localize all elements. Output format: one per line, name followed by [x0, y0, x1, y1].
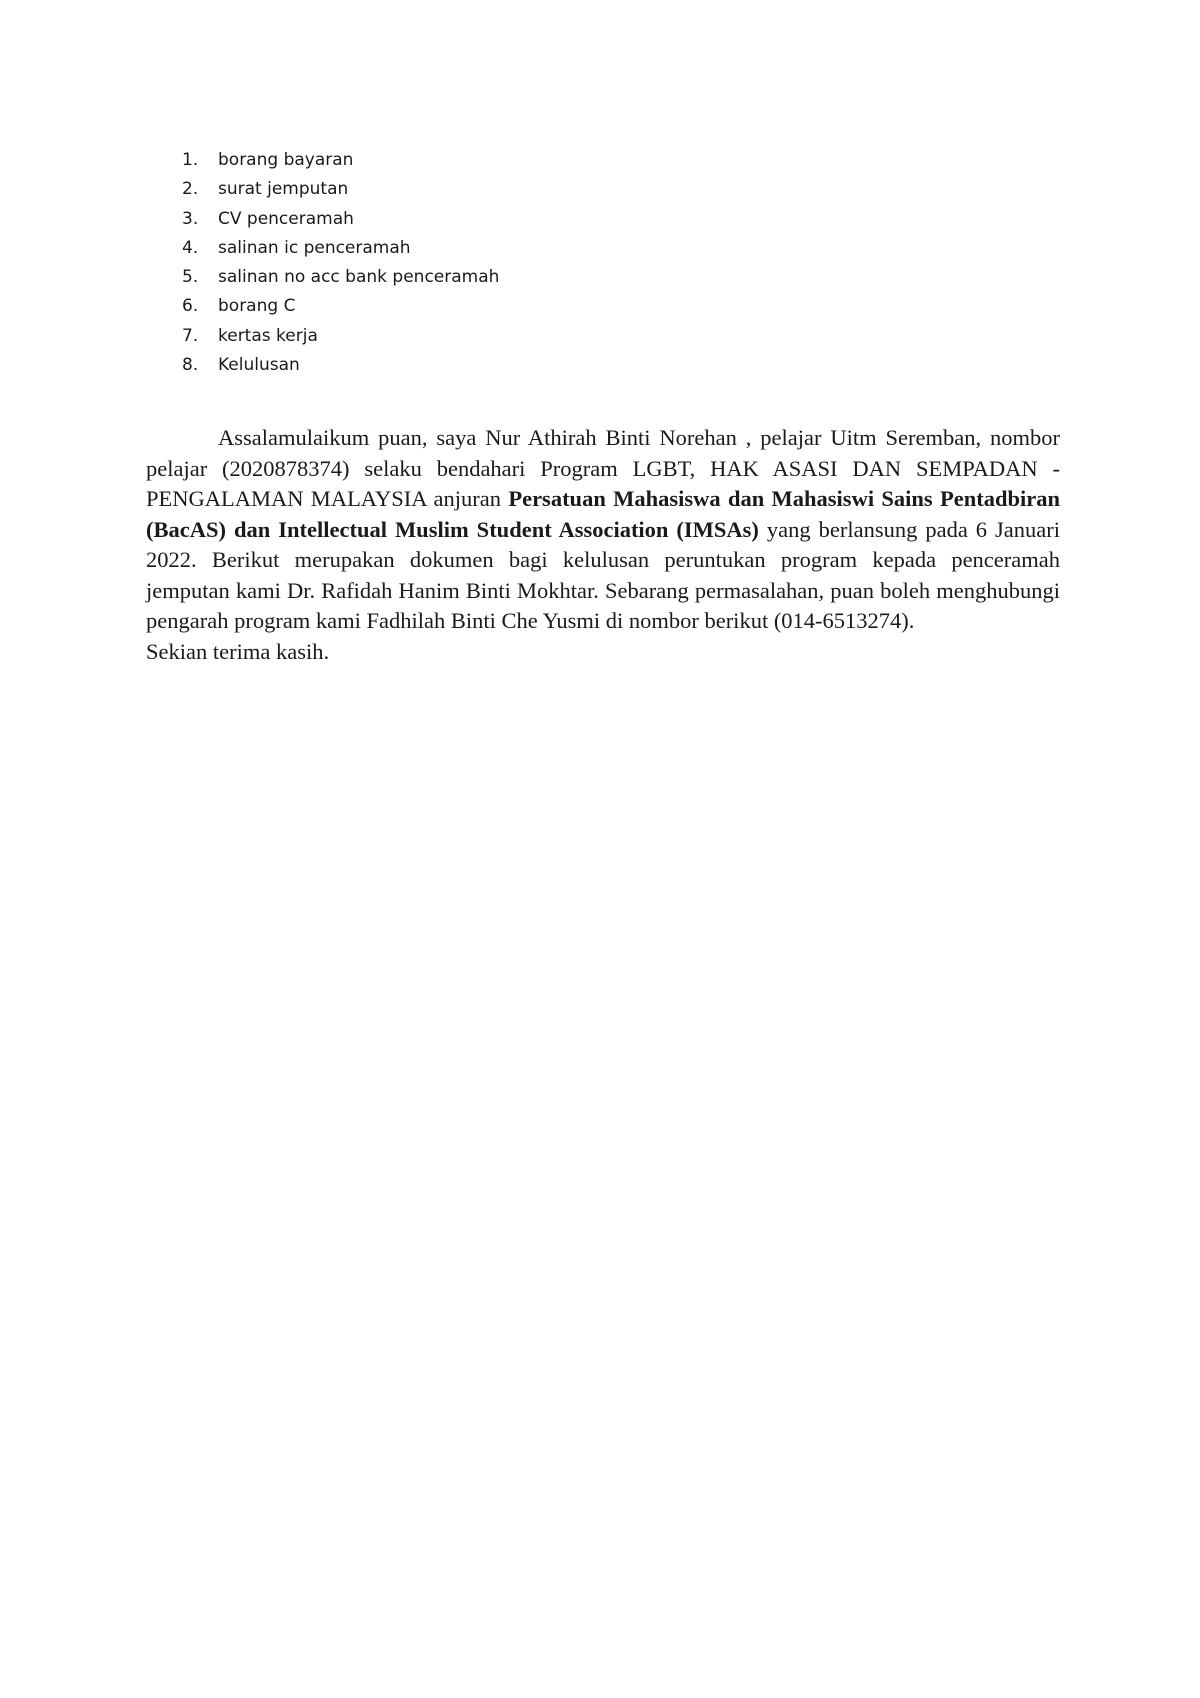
list-item-number: 1.: [182, 150, 199, 170]
list-item-label: salinan no acc bank penceramah: [218, 267, 500, 288]
list-item: [182, 263, 499, 292]
list-item-label: borang bayaran: [218, 150, 354, 170]
list-item-number: 6.: [182, 296, 199, 317]
list-item-label: kertas kerja: [218, 325, 318, 346]
list-item: [182, 322, 499, 351]
list-item: [182, 351, 499, 380]
list-item-label: Kelulusan: [218, 355, 300, 376]
list-item-number: 3.: [182, 208, 199, 229]
list-item: [182, 234, 499, 263]
list-item-number: 8.: [182, 355, 199, 376]
list-item-number: 5.: [182, 267, 199, 288]
list-item: [182, 205, 499, 234]
list-item-label: surat jemputan: [218, 179, 349, 200]
list-item: [182, 292, 499, 321]
list-item-label: CV penceramah: [218, 208, 354, 229]
list-item-number: 2.: [182, 179, 199, 200]
document-checklist: [182, 146, 499, 380]
letter-closing: Sekian terima kasih.: [146, 638, 330, 664]
list-item-number: 7.: [182, 325, 199, 346]
list-item-label: borang C: [218, 296, 296, 317]
letter-organizers-bold: Persatuan Mahasiswa dan Mahasiswi Sains Pentadbiran (BacAS) dan Intellectual Muslim Student Association (IMSAs): [146, 486, 1060, 542]
letter-body: [146, 423, 1060, 667]
letter-body-text: yang berlansung pada 6 Januari 2022. Berikut merupakan dokumen bagi kelulusan peruntukan program kepada penceramah jemputan kami Dr. Rafidah Hanim Binti Mokhtar. Sebarang permasalahan, puan boleh menghubungi pengarah program kami Fadhilah Binti Che Yusmi di nombor berikut (014-6513274).: [146, 516, 1061, 633]
list-item-label: salinan ic penceramah: [218, 237, 411, 258]
list-item-number: 4.: [182, 237, 199, 258]
letter-intro-text: Assalamulaikum puan, saya Nur Athirah Binti Norehan , pelajar Uitm Seremban, nombor pelajar (2020878374) selaku bendahari Program LGBT, HAK ASASI DAN SEMPADAN - PENGALAMAN MALAYSIA anjuran: [146, 425, 1060, 511]
list-item: [182, 175, 499, 204]
list-item: [182, 146, 499, 175]
letter-paragraph: [146, 423, 1060, 637]
